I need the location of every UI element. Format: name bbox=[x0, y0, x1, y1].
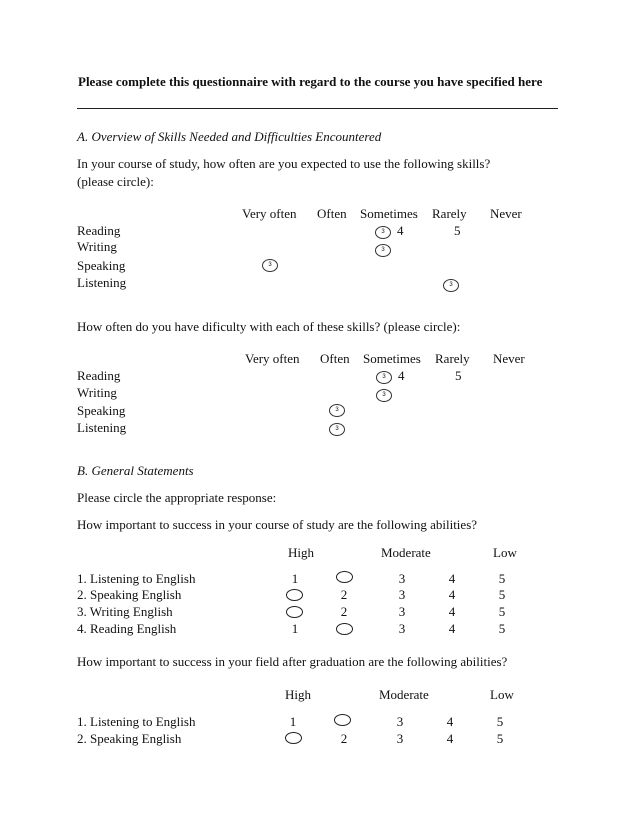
q4-row-2-option-5[interactable]: 5 bbox=[496, 731, 504, 746]
q2-header-sometimes: Sometimes bbox=[363, 351, 421, 366]
questionnaire-intro: Please complete this questionnaire with regard to the course you have specified here bbox=[78, 74, 543, 89]
q1-listening-circled-option[interactable]: 3 bbox=[443, 279, 459, 292]
answer-line[interactable] bbox=[77, 108, 558, 109]
q1-reading-option-4[interactable]: 4 bbox=[397, 223, 404, 238]
q2-question: How often do you have dificulty with each of these skills? (please circle): bbox=[77, 319, 461, 334]
q2-speaking-circled-option[interactable]: 3 bbox=[329, 404, 345, 417]
q3-header-low: Low bbox=[493, 545, 517, 560]
q1-header-sometimes: Sometimes bbox=[360, 206, 418, 221]
q1-header-often: Often bbox=[317, 206, 347, 221]
q1-header-never: Never bbox=[490, 206, 522, 221]
q4-row-1-circled-option[interactable] bbox=[334, 714, 351, 726]
q4-row-2-label: 2. Speaking English bbox=[77, 731, 182, 746]
q4-question: How important to success in your field after graduation are the following abilities? bbox=[77, 654, 508, 669]
q1-row-listening: Listening bbox=[77, 275, 127, 290]
q3-row-4-option-1[interactable]: 1 bbox=[291, 621, 299, 636]
q2-row-speaking: Speaking bbox=[77, 403, 126, 418]
q1-writing-circled-option[interactable]: 3 bbox=[375, 244, 391, 257]
q2-header-very-often: Very often bbox=[245, 351, 300, 366]
q1-header-very-often: Very often bbox=[242, 206, 297, 221]
q2-reading-circled-option[interactable]: 3 bbox=[376, 371, 392, 384]
q4-row-2-option-4[interactable]: 4 bbox=[446, 731, 454, 746]
q3-row-1-option-1[interactable]: 1 bbox=[291, 571, 299, 586]
q4-row-1-option-3[interactable]: 3 bbox=[396, 714, 404, 729]
q2-row-reading: Reading bbox=[77, 368, 121, 383]
q2-header-never: Never bbox=[493, 351, 525, 366]
q3-row-3-label: 3. Writing English bbox=[77, 604, 173, 619]
q3-question: How important to success in your course of study are the following abilities? bbox=[77, 517, 478, 532]
q3-row-3-option-3[interactable]: 3 bbox=[398, 604, 406, 619]
q3-row-2-option-4[interactable]: 4 bbox=[448, 587, 456, 602]
q3-row-4-option-3[interactable]: 3 bbox=[398, 621, 406, 636]
q2-listening-circled-option[interactable]: 3 bbox=[329, 423, 345, 436]
q2-row-listening: Listening bbox=[77, 420, 127, 435]
q3-row-2-option-2[interactable]: 2 bbox=[340, 587, 348, 602]
q2-reading-option-4[interactable]: 4 bbox=[398, 368, 405, 383]
q2-reading-option-5[interactable]: 5 bbox=[455, 368, 462, 383]
q3-row-3-option-5[interactable]: 5 bbox=[498, 604, 506, 619]
q3-row-1-option-3[interactable]: 3 bbox=[398, 571, 406, 586]
q2-writing-circled-option[interactable]: 3 bbox=[376, 389, 392, 402]
q1-reading-option-5[interactable]: 5 bbox=[454, 223, 461, 238]
q1-instruction: (please circle): bbox=[77, 174, 154, 189]
q3-row-3-circled-option[interactable] bbox=[286, 606, 303, 618]
q3-header-moderate: Moderate bbox=[381, 545, 431, 560]
q4-header-high: High bbox=[285, 687, 311, 702]
q3-row-1-label: 1. Listening to English bbox=[77, 571, 196, 586]
q3-row-4-option-4[interactable]: 4 bbox=[448, 621, 456, 636]
q4-header-low: Low bbox=[490, 687, 514, 702]
q3-row-4-option-5[interactable]: 5 bbox=[498, 621, 506, 636]
q4-row-1-option-1[interactable]: 1 bbox=[289, 714, 297, 729]
q3-row-2-option-3[interactable]: 3 bbox=[398, 587, 406, 602]
q3-row-2-circled-option[interactable] bbox=[286, 589, 303, 601]
q3-row-1-circled-option[interactable] bbox=[336, 571, 353, 583]
q4-row-2-option-3[interactable]: 3 bbox=[396, 731, 404, 746]
q3-row-1-option-4[interactable]: 4 bbox=[448, 571, 456, 586]
q3-row-3-option-4[interactable]: 4 bbox=[448, 604, 456, 619]
q3-row-3-option-2[interactable]: 2 bbox=[340, 604, 348, 619]
q4-row-2-circled-option[interactable] bbox=[285, 732, 302, 744]
q4-row-1-label: 1. Listening to English bbox=[77, 714, 196, 729]
q2-row-writing: Writing bbox=[77, 385, 117, 400]
q2-header-often: Often bbox=[320, 351, 350, 366]
q1-row-reading: Reading bbox=[77, 223, 121, 238]
q3-row-4-label: 4. Reading English bbox=[77, 621, 177, 636]
q4-header-moderate: Moderate bbox=[379, 687, 429, 702]
q3-row-2-option-5[interactable]: 5 bbox=[498, 587, 506, 602]
q4-row-1-option-5[interactable]: 5 bbox=[496, 714, 504, 729]
q1-row-speaking: Speaking bbox=[77, 258, 126, 273]
q1-row-writing: Writing bbox=[77, 239, 117, 254]
q3-header-high: High bbox=[288, 545, 314, 560]
q3-row-1-option-5[interactable]: 5 bbox=[498, 571, 506, 586]
q1-reading-circled-option[interactable]: 3 bbox=[375, 226, 391, 239]
q1-speaking-circled-option[interactable]: 3 bbox=[262, 259, 278, 272]
q3-row-4-circled-option[interactable] bbox=[336, 623, 353, 635]
section-b-title: B. General Statements bbox=[77, 463, 194, 478]
q4-row-1-option-4[interactable]: 4 bbox=[446, 714, 454, 729]
q3-row-2-label: 2. Speaking English bbox=[77, 587, 182, 602]
section-a-title: A. Overview of Skills Needed and Difficulties Encountered bbox=[77, 129, 382, 144]
q1-question: In your course of study, how often are you expected to use the following skills? bbox=[77, 156, 491, 171]
q2-header-rarely: Rarely bbox=[435, 351, 470, 366]
section-b-instruction: Please circle the appropriate response: bbox=[77, 490, 277, 505]
q4-row-2-option-2[interactable]: 2 bbox=[340, 731, 348, 746]
q1-header-rarely: Rarely bbox=[432, 206, 467, 221]
